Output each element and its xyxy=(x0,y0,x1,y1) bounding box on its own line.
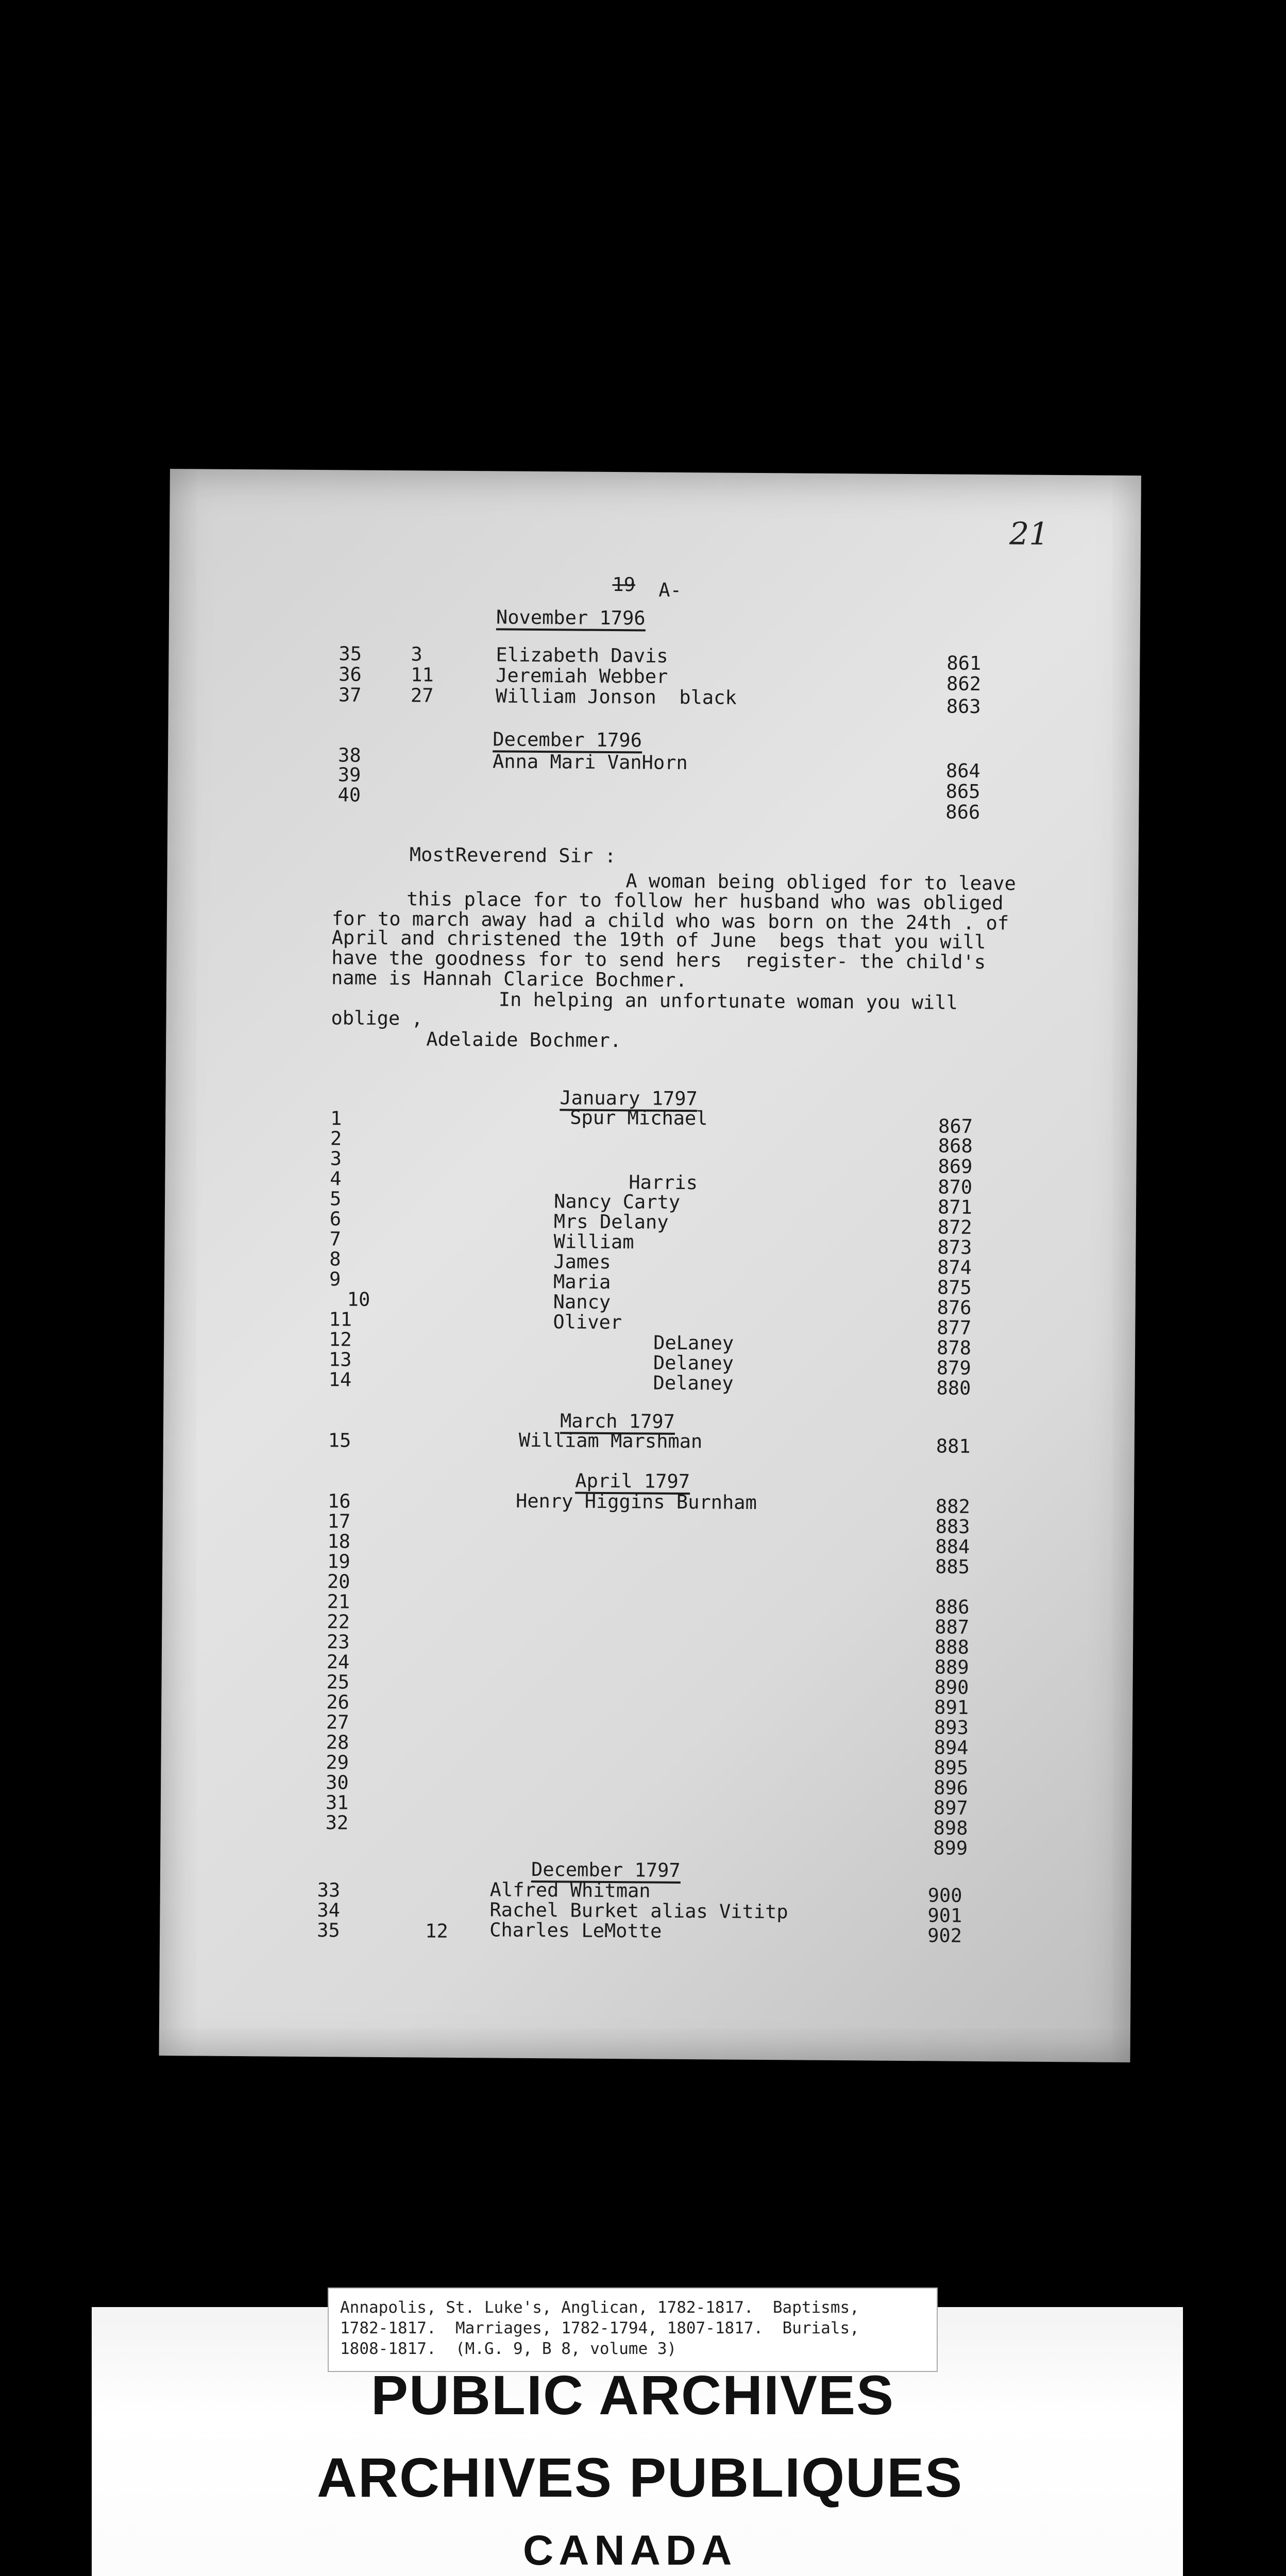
entry-number: 35 xyxy=(317,1919,340,1942)
letter-line: for to march away had a child who was born on the 24th . of xyxy=(331,907,1009,935)
entry-ref: 879 xyxy=(936,1357,971,1379)
entry-name: Harris xyxy=(629,1171,698,1194)
entry-ref: 866 xyxy=(945,801,980,823)
entry-ref: 898 xyxy=(933,1817,968,1839)
entry-name: Oliver xyxy=(553,1311,622,1334)
entry-number: 9 xyxy=(329,1268,341,1291)
entry-number: 31 xyxy=(325,1791,349,1814)
entry-name: Rachel Burket alias Vititp xyxy=(489,1899,788,1923)
entry-name: Jeremiah Webber xyxy=(496,664,668,688)
entry-number: 14 xyxy=(328,1368,352,1391)
entry-ref: 870 xyxy=(938,1176,973,1198)
entry-number: 29 xyxy=(326,1751,349,1774)
entry-number: 2 xyxy=(330,1127,342,1150)
entry-name: Nancy Carty xyxy=(553,1190,681,1213)
section-heading-apr-1797: April 1797 xyxy=(575,1471,690,1495)
archive-label-line: Annapolis, St. Luke's, Anglican, 1782-1817. Baptisms, xyxy=(340,2298,859,2317)
entry-name: Charles LeMotte xyxy=(489,1919,662,1942)
entry-name: Henry Higgins Burnham xyxy=(515,1489,757,1514)
entry-number: 40 xyxy=(337,784,361,806)
entry-ref: 876 xyxy=(937,1296,972,1319)
entry-number: 8 xyxy=(329,1248,341,1270)
entry-name: Spur Michael xyxy=(570,1106,708,1130)
entry-number: 35 xyxy=(339,642,362,665)
entry-number: 33 xyxy=(317,1879,341,1902)
entry-day: 3 xyxy=(411,643,422,666)
entry-number: 21 xyxy=(327,1590,350,1613)
entry-number: 22 xyxy=(327,1611,350,1633)
entry-number: 6 xyxy=(329,1208,342,1230)
entry-ref: 883 xyxy=(935,1515,970,1538)
entry-ref: 884 xyxy=(935,1535,970,1558)
entry-ref: 900 xyxy=(927,1884,962,1907)
entry-number: 28 xyxy=(326,1731,349,1754)
entry-ref: 878 xyxy=(936,1336,972,1359)
entry-ref: 889 xyxy=(934,1656,969,1679)
entry-ref: 865 xyxy=(945,780,980,803)
entry-ref: 869 xyxy=(938,1155,973,1178)
entry-ref: 882 xyxy=(935,1495,970,1518)
letter-line: this place for to follow her husband who was obliged xyxy=(407,888,1004,914)
entry-ref: 873 xyxy=(937,1236,972,1259)
entry-number: 5 xyxy=(329,1188,342,1210)
entry-ref: 871 xyxy=(937,1196,973,1218)
entry-number: 17 xyxy=(327,1510,351,1533)
entry-ref: 881 xyxy=(936,1435,971,1458)
entry-name: Nancy xyxy=(553,1291,611,1314)
letter-salutation: MostReverend Sir : xyxy=(409,843,616,868)
entry-ref: 864 xyxy=(945,759,980,782)
entry-ref: 899 xyxy=(933,1837,968,1859)
entry-number: 30 xyxy=(326,1771,349,1794)
entry-number: 36 xyxy=(339,663,362,686)
entry-ref: 902 xyxy=(927,1924,962,1947)
entry-ref: 886 xyxy=(935,1596,970,1618)
entry-number: 15 xyxy=(328,1429,351,1452)
letter-line: have the goodness for to send hers register- the child's xyxy=(331,946,986,974)
entry-number: 19 xyxy=(327,1550,350,1573)
letter-line: name is Hannah Clarice Bochmer. xyxy=(331,967,687,992)
entry-ref: 863 xyxy=(946,695,981,718)
entry-name: Anna Mari VanHorn xyxy=(492,750,688,774)
entry-ref: 877 xyxy=(937,1316,972,1339)
letter-line: In helping an unfortunate woman you will xyxy=(498,988,958,1014)
entry-ref: 888 xyxy=(934,1636,970,1658)
entry-number: 18 xyxy=(327,1530,351,1553)
entry-name: William xyxy=(553,1230,634,1253)
entry-ref: 868 xyxy=(938,1134,973,1157)
letter-signature: Adelaide Bochmer. xyxy=(426,1028,622,1052)
section-heading-jan-1797: January 1797 xyxy=(560,1088,698,1112)
entry-number: 11 xyxy=(329,1308,352,1331)
entry-number: 16 xyxy=(327,1490,351,1513)
section-heading-nov-1796: November 1796 xyxy=(496,607,646,631)
entry-ref: 896 xyxy=(934,1776,969,1799)
entry-number: 38 xyxy=(337,744,361,767)
entry-number: 1 xyxy=(330,1107,342,1130)
entry-ref: 894 xyxy=(934,1736,969,1759)
entry-number: 12 xyxy=(329,1328,352,1351)
letter-line: A woman being obliged for to leave xyxy=(625,870,1016,895)
entry-name: Delaney xyxy=(653,1351,734,1375)
entry-name: DeLaney xyxy=(653,1331,734,1354)
entry-number: 24 xyxy=(326,1651,350,1673)
page-number-handwritten: 21 xyxy=(1009,516,1049,552)
page-header-suffix: A- xyxy=(658,579,682,601)
section-heading-mar-1797: March 1797 xyxy=(560,1411,675,1435)
entry-number: 25 xyxy=(326,1671,350,1693)
entry-number: 23 xyxy=(326,1631,350,1653)
entry-number: 32 xyxy=(325,1811,349,1834)
letter-line: April and christened the 19th of June begs that you will xyxy=(331,926,986,954)
entry-ref: 875 xyxy=(937,1276,972,1299)
entry-name: Mrs Delany xyxy=(553,1210,669,1233)
entry-number: 26 xyxy=(326,1691,350,1714)
register-page xyxy=(159,469,1141,2062)
entry-day: 11 xyxy=(411,664,434,686)
entry-name: James xyxy=(553,1250,611,1274)
entry-number: 39 xyxy=(337,764,361,786)
entry-ref: 880 xyxy=(936,1377,971,1399)
section-heading-dec-1797: December 1797 xyxy=(531,1860,681,1884)
entry-ref: 890 xyxy=(934,1676,969,1699)
entry-number: 13 xyxy=(328,1348,352,1371)
entry-name: Delaney xyxy=(653,1371,734,1395)
entry-number: 27 xyxy=(326,1711,349,1734)
entry-ref: 867 xyxy=(938,1115,973,1138)
entry-name: Maria xyxy=(553,1270,611,1294)
entry-name: William Marshman xyxy=(518,1429,703,1453)
entry-ref: 885 xyxy=(935,1555,970,1578)
section-heading-dec-1796: December 1796 xyxy=(493,730,642,753)
archive-label-line: 1808-1817. (M.G. 9, B 8, volume 3) xyxy=(340,2340,677,2358)
entry-day: 27 xyxy=(410,684,434,707)
entry-ref: 872 xyxy=(937,1216,972,1239)
entry-ref: 897 xyxy=(933,1797,968,1819)
entry-ref: 893 xyxy=(934,1716,969,1739)
entry-name: William Jonson black xyxy=(495,685,737,709)
entry-ref: 891 xyxy=(934,1696,969,1719)
entry-ref: 862 xyxy=(946,672,982,695)
entry-ref: 861 xyxy=(946,652,982,674)
archive-stamp-country: CANADA xyxy=(523,2527,737,2574)
archive-label-line: 1782-1817. Marriages, 1782-1794, 1807-1817. Burials, xyxy=(340,2319,859,2337)
entry-name: Elizabeth Davis xyxy=(496,643,668,667)
entry-number: 3 xyxy=(330,1147,342,1170)
entry-ref: 895 xyxy=(934,1756,969,1779)
entry-name: Alfred Whitman xyxy=(489,1878,651,1902)
entry-number: 10 xyxy=(347,1288,370,1311)
archive-stamp-french: ARCHIVES PUBLIQUES xyxy=(317,2446,963,2509)
archive-stamp-english: PUBLIC ARCHIVES xyxy=(371,2364,895,2426)
page-header-struck: 19 xyxy=(612,573,636,596)
entry-ref: 874 xyxy=(937,1256,972,1279)
archive-reference-label xyxy=(328,2287,938,2372)
entry-number: 34 xyxy=(317,1899,341,1922)
letter-line: oblige , xyxy=(331,1007,423,1030)
entry-ref: 901 xyxy=(927,1904,962,1927)
entry-number: 4 xyxy=(330,1167,342,1190)
entry-ref: 887 xyxy=(935,1616,970,1638)
entry-number: 20 xyxy=(327,1570,350,1593)
entry-day: 12 xyxy=(425,1920,448,1942)
entry-number: 7 xyxy=(329,1228,342,1250)
entry-number: 37 xyxy=(338,684,362,706)
